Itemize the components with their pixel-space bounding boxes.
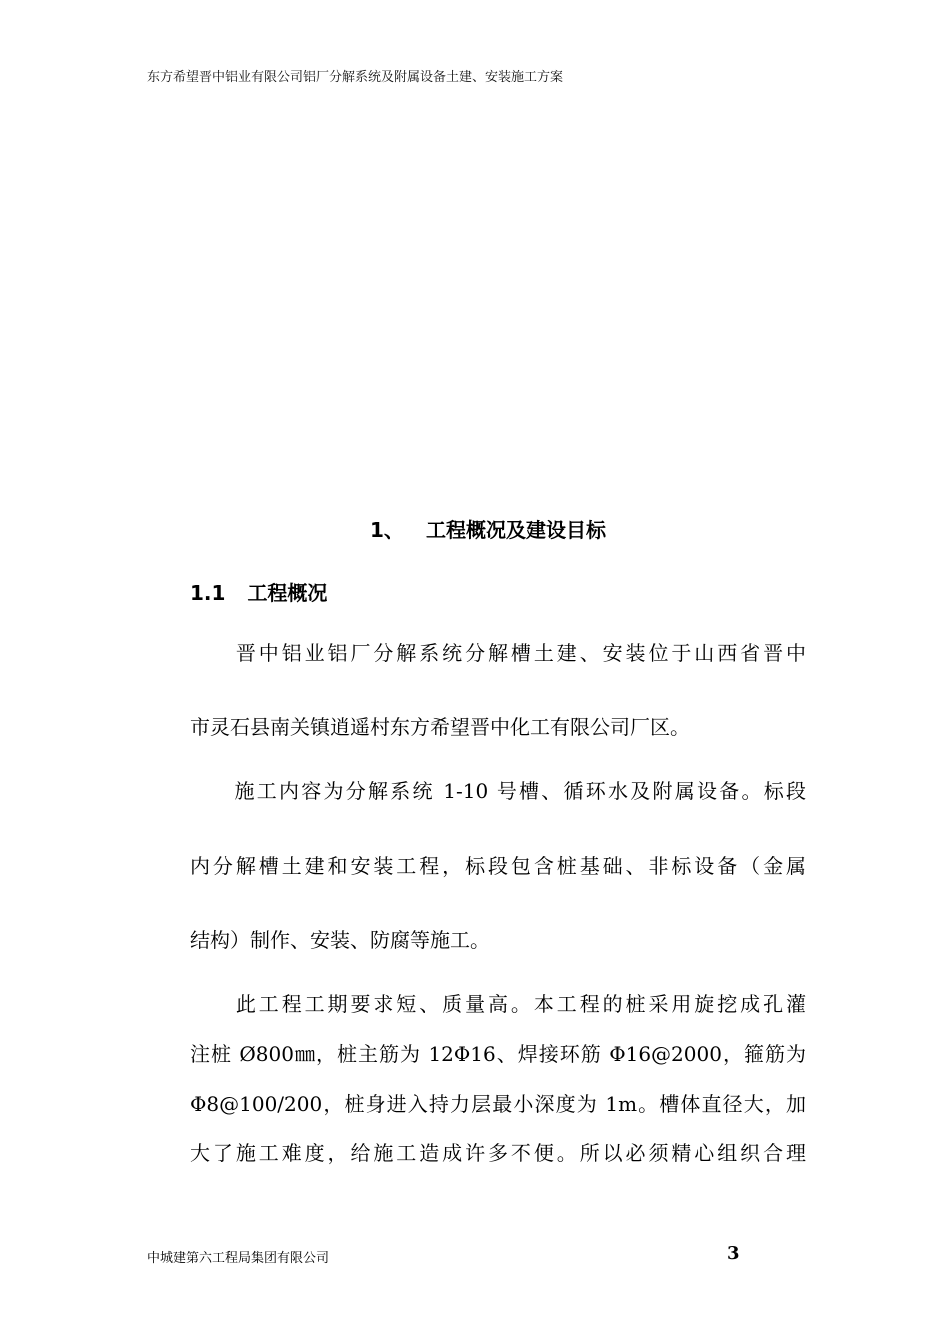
- section-number: 1、: [370, 518, 404, 542]
- paragraph-line: 注桩 Ø800㎜，桩主筋为 12Φ16、焊接环筋 Φ16@2000，箍筋为: [190, 1042, 806, 1066]
- paragraph-line: 结构）制作、安装、防腐等施工。: [190, 928, 490, 952]
- paragraph-line: 此工程工期要求短、质量高。本工程的桩采用旋挖成孔灌: [190, 992, 806, 1016]
- paragraph-line: 内分解槽土建和安装工程，标段包含桩基础、非标设备（金属: [190, 854, 806, 878]
- paragraph-line: 晋中铝业铝厂分解系统分解槽土建、安装位于山西省晋中: [190, 641, 806, 665]
- subsection-title: 工程概况: [247, 581, 328, 605]
- section-title: 工程概况及建设目标: [426, 518, 606, 542]
- page-number: 3: [727, 1243, 740, 1264]
- paragraph-line: 市灵石县南关镇逍遥村东方希望晋中化工有限公司厂区。: [190, 715, 690, 739]
- paragraph-line: 施工内容为分解系统 1-10 号槽、循环水及附属设备。标段: [190, 779, 806, 803]
- paragraph-line: Φ8@100/200，桩身进入持力层最小深度为 1m。槽体直径大，加: [190, 1092, 806, 1116]
- running-header: 东方希望晋中铝业有限公司铝厂分解系统及附属设备土建、安装施工方案: [147, 70, 564, 85]
- subsection-heading: [190, 577, 327, 606]
- subsection-number: 1.1: [190, 581, 226, 605]
- paragraph-line: 大了施工难度，给施工造成许多不便。所以必须精心组织合理: [190, 1141, 806, 1165]
- footer-company: 中城建第六工程局集团有限公司: [147, 1251, 330, 1266]
